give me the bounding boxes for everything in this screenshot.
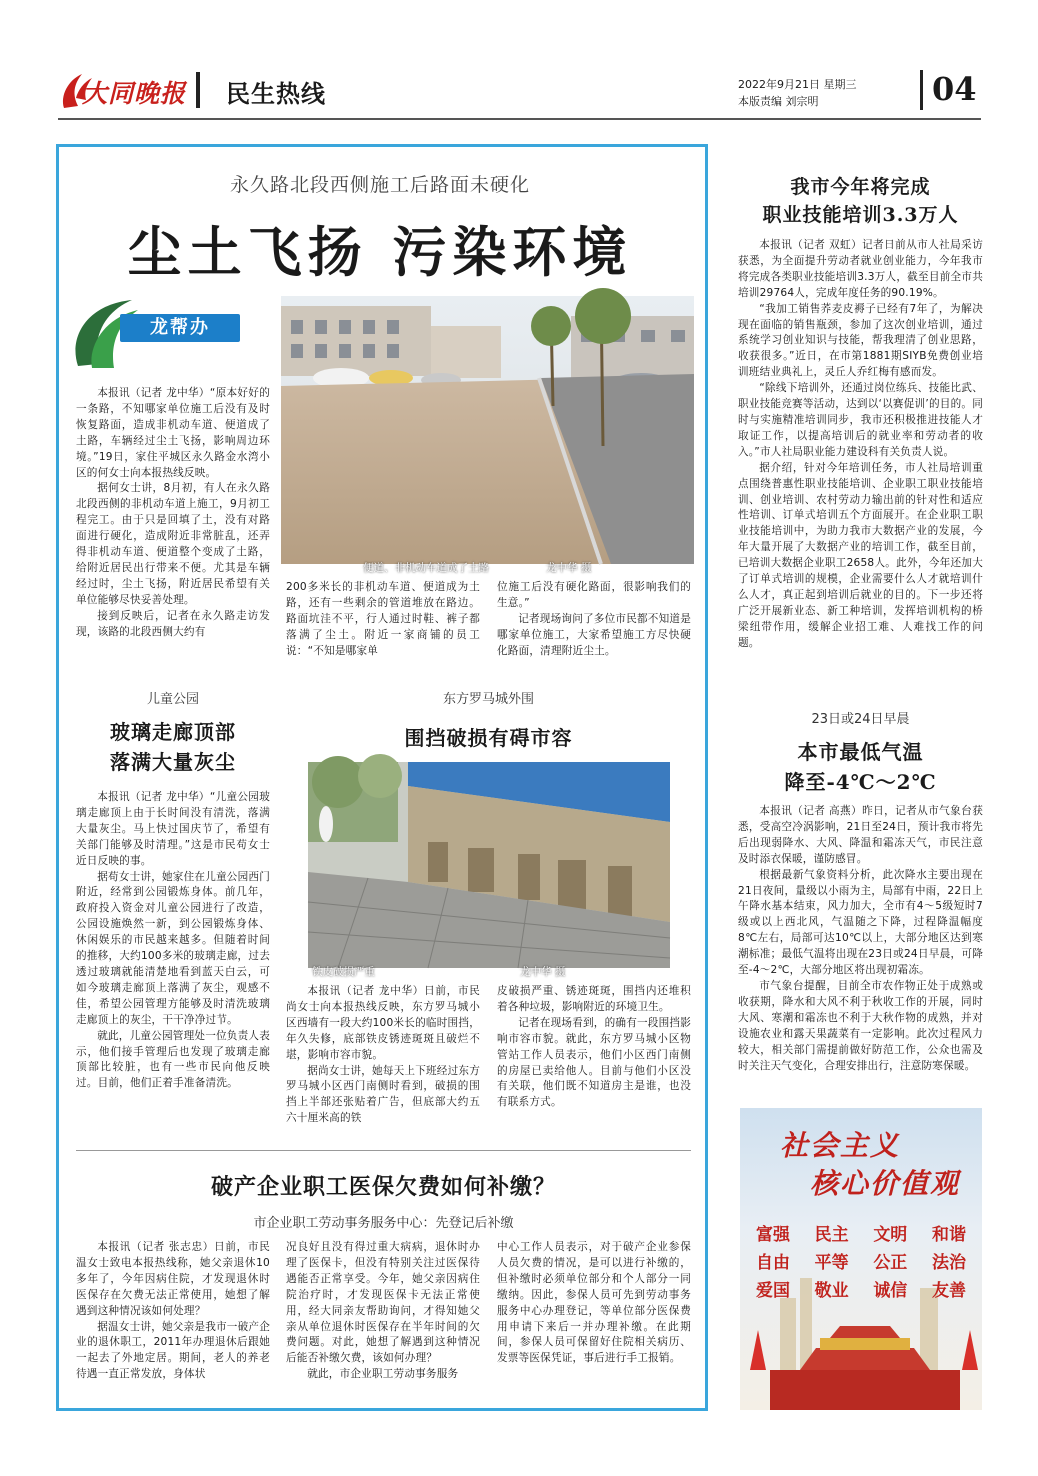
value-word: 公正 [873, 1253, 908, 1273]
luoma-photo-credit: 龙中华 摄 [520, 966, 566, 978]
paragraph: “我加工销售荞麦皮褥子已经有7年了，为解决现在面临的销售瓶颈，参加了这次创业培训，通过系统学习创业知识与技能，帮我理清了创业思路，收获很多。”近日，在市第1881期SIYB免费创业培训班结业典礼上，灵丘人乔红梅有感而发。 [738, 302, 983, 379]
date-line: 2022年9月21日 星期三 [738, 78, 857, 91]
paragraph: 记者在现场看到，的确有一段围挡影响市容市貌。就此，东方罗马城小区物管站工作人员表示，他们小区西门南侧的房屋已卖给他人。目前与他们小区没有关联，他们既不知道房主是谁，也没有联系方式。 [497, 1016, 691, 1109]
training-article [738, 238, 983, 686]
paragraph: 本报讯（记者 龙中华）“儿童公园玻璃走廊顶上由于长时间没有清洗，落满大量灰尘。马上快过国庆节了，希望有关部门能够及时清理。”这是市民苟女士近日反映的事。 [76, 791, 270, 867]
value-word: 民主 [814, 1225, 849, 1245]
bottom-rule [76, 1150, 691, 1151]
luoma-article-col2 [497, 984, 691, 1136]
paragraph: 200多米长的非机动车道、便道成为土路，还有一些剩余的管道堆放在路边。路面坑洼不平，行人通过时鞋、裤子都落满了尘土。附近一家商铺的员工说：“不知是哪家单 [286, 581, 480, 657]
bottom-article-col2 [286, 1240, 480, 1400]
weather-article [738, 804, 983, 1094]
value-word: 法治 [931, 1253, 966, 1273]
column-badge [68, 296, 278, 376]
paragraph: 记者现场询问了多位市民都不知道是哪家单位施工，大家希望施工方尽快硬化路面，清理附近尘土。 [497, 612, 691, 657]
value-word: 友善 [931, 1281, 966, 1301]
bottom-article-col1 [76, 1240, 270, 1400]
main-headline: 尘土飞扬 污染环境 [127, 220, 633, 284]
paragraph: 市气象台提醒，目前全市农作物正处于成熟或收获期，降水和大风不利于秋收工作的开展，同时大风、寒潮和霜冻也不利于大秋作物的成熟，并对设施农业和露天果蔬菜有一定影响。此次过程风力较大，相关部门需提前做好防范工作，公众也需及时关注天气变化，合理安排出行，注意防寒保暖。 [738, 979, 983, 1072]
page-number: 04 [932, 70, 977, 108]
paragraph: 本报讯（记者 龙中华）日前，市民尚女士向本报热线反映，东方罗马城小区西墙有一段大约100米长的临时围挡，年久失修，底部铁皮锈迹斑斑且破烂不堪，影响市容市貌。 [286, 985, 480, 1061]
value-word: 自由 [756, 1253, 790, 1273]
section-title: 民生热线 [226, 79, 326, 108]
main-article-col1 [76, 386, 270, 666]
poster-row-3 [756, 1276, 966, 1301]
paragraph: 据温女士讲，她父亲是我市一破产企业的退休职工，2011年办理退休后跟她一起去了外地定居。期间，老人的养老待遇一直正常发放，身体状 [76, 1320, 270, 1381]
main-article-col2 [286, 580, 480, 670]
value-word: 爱国 [756, 1281, 790, 1301]
paragraph: 根据最新气象资料分析，此次降水主要出现在21日夜间，量级以小雨为主，局部有中雨，22日上午降水基本结束，风力加大，全市有4～5级短时7级或以上西北风，气温随之下降，过程降温幅度8℃左右，局部可达10℃以上，大部分地区达到寒潮标准；最低气温将出现在23日或24日早晨，可降至-4～2℃，大部分地区将出现初霜冻。 [738, 868, 983, 977]
value-word: 诚信 [873, 1281, 908, 1301]
luoma-photo-caption: 铁皮破损严重 [312, 966, 375, 978]
paragraph: 本报讯（记者 双虹）记者日前从市人社局采访获悉，为全面提升劳动者就业创业能力，今年我市将完成各类职业技能培训3.3万人，截至目前全市共培训29764人，完成年度任务的90.19%。 [738, 239, 983, 299]
header-divider-right [920, 70, 923, 110]
poster-row-1 [756, 1220, 966, 1245]
header-divider-left [196, 72, 200, 108]
value-word: 平等 [814, 1253, 849, 1273]
paragraph: 位施工后没有硬化路面，很影响我们的生意。” [497, 581, 691, 609]
header-rule [58, 118, 981, 120]
paragraph: 据苟女士讲，她家住在儿童公园西门附近，经常到公园锻炼身体。前几年，政府投入资金对儿童公园进行了改造，公园设施焕然一新，到公园锻炼身体、休闲娱乐的市民越来越多。但随着时间的推移，大约100多米的玻璃走廊，过去透过玻璃就能清楚地看到蓝天白云，可如今玻璃走廊顶上落满了灰尘，观感不佳，希望公园管理方能够及时清洗玻璃走廊顶上的灰尘，干干净净过节。 [76, 870, 270, 1026]
paragraph: 就此，市企业职工劳动事务服务 [307, 1368, 459, 1381]
paragraph: 本报讯（记者 高燕）昨日，记者从市气象台获悉，受高空冷涡影响，21日至24日，预计我市将先后出现弱降水、大风、降温和霜冻天气，市民注意及时添衣保暖，谨防感冒。 [738, 805, 983, 865]
luoma-article-col1 [286, 984, 480, 1136]
paragraph: 皮破损严重、锈迹斑斑，围挡内还堆积着各种垃圾，影响附近的环境卫生。 [497, 985, 691, 1013]
main-photo-credit: 龙中华 摄 [546, 562, 592, 574]
paragraph: 况良好且没有得过重大病病，退休时办理了医保卡，但没有特别关注过医保待遇能否正常享受。今年，她父亲因病住院治疗时，才发现医保卡无法正常使用，经大同亲友帮助询问，才得知她父亲从单位退休时医保存在半年时间的欠费问题。对此，她想了解遇到这种情况后能否补缴欠费，该如何办理？ [286, 1241, 480, 1365]
value-word: 富强 [756, 1225, 790, 1245]
luoma-headline: 围挡破损有碍市容 [404, 726, 573, 750]
core-values-poster [740, 1108, 982, 1410]
main-photo [281, 296, 694, 574]
luoma-kicker: 东方罗马城外围 [442, 692, 534, 707]
bottom-headline: 破产企业职工医保欠费如何补缴？ [210, 1174, 556, 1200]
park-article [76, 790, 270, 1138]
poster-title-2: 核心价值观 [810, 1167, 961, 1200]
masthead-logo [58, 68, 188, 114]
paragraph: 中心工作人员表示，对于破产企业参保人员欠费的情况，是可以进行补缴的，但补缴时必须单位部分和个人部分一同缴纳。因此，参保人员可先到劳动事务服务中心办理登记，等单位部分医保费用申请下来后一并办理补缴。在此期间，参保人员可保留好住院相关病历、发票等医保凭证，事后进行手工报销。 [497, 1241, 691, 1365]
value-word: 文明 [873, 1225, 908, 1245]
value-word: 敬业 [814, 1281, 849, 1301]
badge-label: 龙帮办 [120, 314, 240, 342]
weather-headline-2: 降至-4℃～2℃ [784, 770, 937, 794]
paragraph: 就此，儿童公园管理处一位负责人表示，他们接手管理后也发现了玻璃走廊顶部比较脏，也有一些市民向他反映过。目前，他们正着手准备清洗。 [76, 1029, 270, 1090]
park-kicker: 儿童公园 [146, 692, 199, 707]
weather-headline-1: 本市最低气温 [797, 740, 924, 764]
paragraph: 接到反映后，记者在永久路走访发现，该路的北段西侧大约有 [76, 609, 270, 638]
paper-name: 大同晚报 [82, 79, 187, 108]
training-headline-1: 我市今年将完成 [790, 176, 931, 198]
paragraph: 本报讯（记者 龙中华）“原本好好的一条路，不知哪家单位施工后没有及时恢复路面，造成非机动车道、便道成了土路，车辆经过尘土飞扬，影响周边环境。”19日，家住平城区永久路金水湾小区的何女士向本报热线反映。 [76, 387, 270, 479]
main-kicker: 永久路北段西侧施工后路面未硬化 [229, 174, 530, 196]
poster-title-1: 社会主义 [780, 1129, 901, 1162]
park-headline-1: 玻璃走廊顶部 [110, 720, 236, 744]
paragraph: 据介绍，针对今年培训任务，市人社局培训重点围绕普惠性职业技能培训、企业职工职业技能培训、创业培训、农村劳动力输出前的针对性和适应性培训、订单式培训五个方面展开。在企业职工职业技能培训中，为助力我市大数据产业的发展，今年大量开展了大数据产业的培训工作，截至目前，已培训大数据企业职工2658人。此外，今年还加大了订单式培训的规模，企业需要什么人才就培训什么人才，真正起到培训后就业的目的。下一步还将广泛开展新业态、新工种培训，发挥培训机构的桥梁纽带作用，缓解企业招工难、人难找工作的问题。 [738, 461, 983, 649]
editor-line: 本版责编 刘宗明 [738, 95, 819, 108]
paragraph: 据尚女士讲，她每天上下班经过东方罗马城小区西门南侧时看到，破损的围挡上半部还张贴着广告，但底部大约五六十厘米高的铁 [286, 1064, 480, 1125]
training-headline-2: 职业技能培训3.3万人 [762, 204, 959, 226]
value-word: 和谐 [931, 1225, 966, 1245]
paragraph: “除线下培训外，还通过岗位练兵、技能比武、职业技能竞赛等活动，达到以‘以赛促训’的目的。同时与实施精准培训同步，我市还积极推进技能人才取证工作，以提高培训后的就业率和劳动者的收入。”市人社局职业能力建设科有关负责人说。 [738, 382, 983, 458]
luoma-photo [308, 762, 670, 978]
weather-kicker: 23日或24日早晨 [811, 712, 910, 727]
main-article-col3 [497, 580, 691, 670]
main-photo-caption: 便道、非机动车道成了土路 [363, 562, 489, 574]
bottom-article-col3 [497, 1240, 691, 1400]
paragraph: 本报讯（记者 张志忠）日前，市民温女士致电本报热线称，她父亲退休10多年了，今年因病住院，才发现退休时医保存在欠费无法正常使用，她想了解遇到这种情况该如何处理？ [76, 1241, 270, 1317]
park-headline-2: 落满大量灰尘 [110, 750, 236, 774]
paragraph: 据何女士讲，8月初，有人在永久路北段西侧的非机动车道上施工，9月初工程完工。由于只是回填了土，没有对路面进行硬化，造成附近非常脏乱，还弄得非机动车道、便道整个变成了土路，给附近居民出行带来不便。尤其是车辆经过时，尘土飞扬，附近居民希望有关单位能够尽快妥善处理。 [76, 482, 270, 606]
poster-row-2 [756, 1248, 966, 1273]
bottom-subhead: 市企业职工劳动事务服务中心：先登记后补缴 [253, 1216, 514, 1231]
